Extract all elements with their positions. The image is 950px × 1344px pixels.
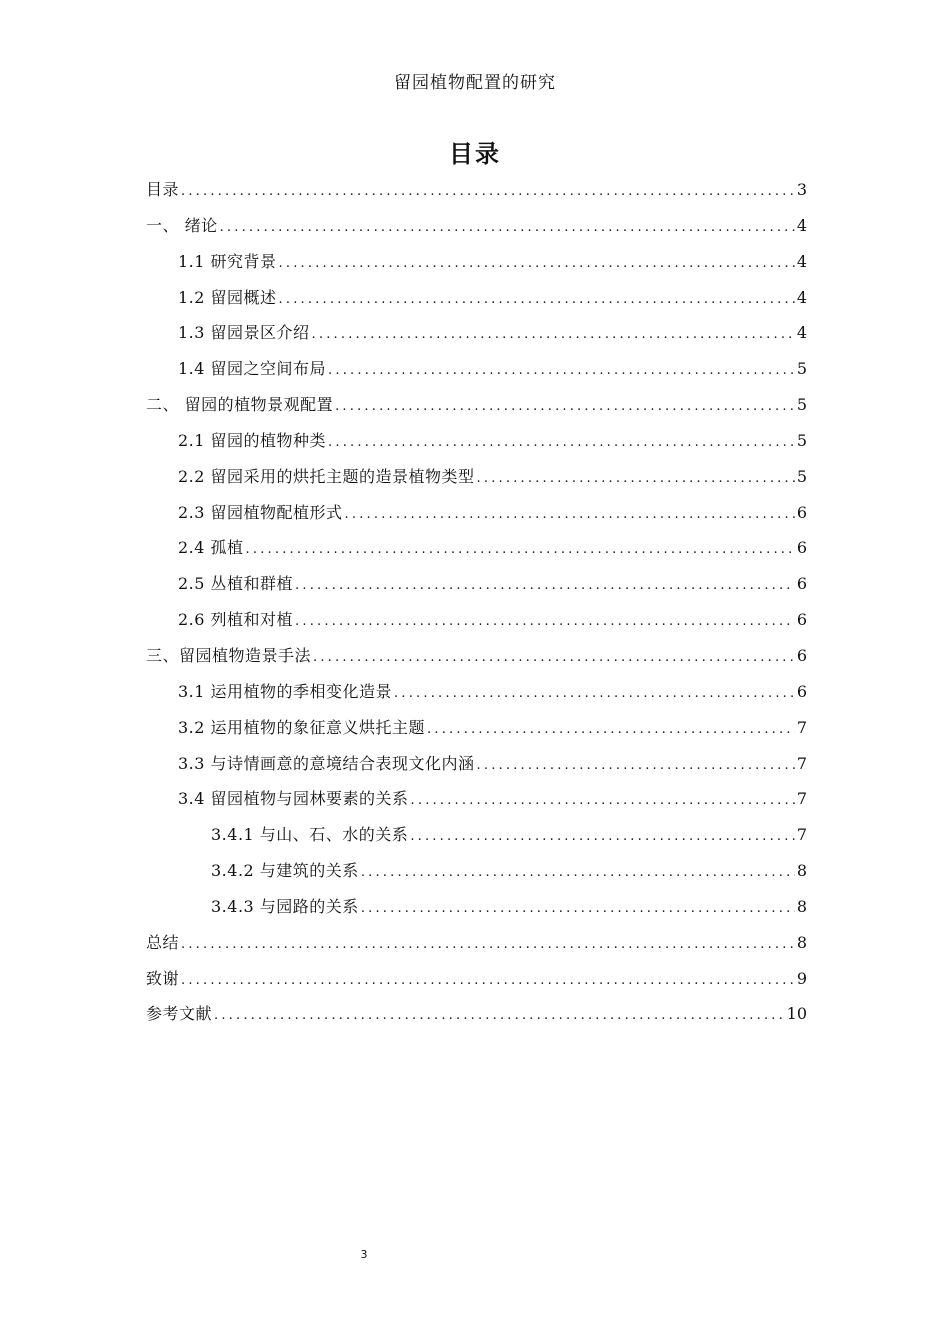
toc-entry[interactable] (146, 530, 807, 566)
toc-dot-leader (333, 389, 795, 425)
toc-entry-page: 5 (796, 359, 807, 379)
toc-dot-leader (310, 317, 795, 353)
toc-entry-label: 2.6 列植和对植 (178, 610, 294, 630)
toc-entry-page: 8 (796, 932, 807, 952)
toc-entry-label: 目录 (146, 180, 180, 199)
toc-dot-leader (277, 282, 795, 318)
toc-entry-page: 7 (796, 825, 807, 845)
toc-entry-label: 参考文献 (146, 1004, 213, 1024)
toc-entry-page: 7 (796, 789, 807, 809)
toc-dot-leader (475, 461, 795, 497)
toc-entry-page: 9 (796, 968, 807, 988)
toc-entry-page: 6 (796, 610, 807, 630)
toc-entry-page: 5 (796, 395, 807, 415)
toc-entry[interactable] (146, 710, 807, 746)
toc-entry-label: 2.2 留园采用的烘托主题的造景植物类型 (178, 466, 475, 486)
toc-entry[interactable] (146, 387, 807, 423)
toc-entry[interactable] (146, 244, 807, 280)
toc-entry-label: 1.2 留园概述 (178, 287, 277, 307)
toc-entry-page: 4 (796, 215, 807, 235)
toc-dot-leader (343, 497, 795, 533)
toc-dot-leader (311, 640, 795, 676)
toc-dot-leader (359, 891, 795, 927)
toc-entry[interactable] (146, 351, 807, 387)
toc-entry-page: 8 (796, 861, 807, 881)
toc-entry[interactable] (146, 566, 807, 602)
toc-entry[interactable] (146, 889, 807, 925)
toc-entry-label: 一、 绪论 (146, 215, 218, 235)
toc-dot-leader (326, 353, 795, 389)
toc-dot-leader (293, 568, 795, 604)
toc-entry-page: 5 (796, 430, 807, 450)
toc-entry-page: 6 (796, 502, 807, 522)
toc-title: 目录 (449, 140, 501, 168)
toc-entry-label: 2.4 孤植 (178, 538, 244, 558)
toc-dot-leader (475, 748, 795, 784)
toc-entry-page: 6 (796, 645, 807, 665)
toc-entry[interactable] (146, 208, 807, 244)
toc-entry[interactable] (146, 817, 807, 853)
toc-entry-label: 3.3 与诗情画意的意境结合表现文化内涵 (178, 753, 475, 773)
toc-dot-leader (293, 604, 795, 640)
toc-dot-leader (218, 210, 795, 246)
toc-entry-label: 致谢 (146, 968, 180, 988)
running-header: 留园植物配置的研究 (394, 73, 556, 93)
toc-entry-page: 3 (796, 180, 807, 199)
toc-dot-leader (244, 532, 795, 568)
toc-dot-leader (212, 998, 785, 1034)
toc-entry[interactable] (146, 638, 807, 674)
toc-dot-leader (179, 927, 795, 963)
toc-entry-page: 6 (796, 574, 807, 594)
toc-entry-label: 3.4.3 与园路的关系 (211, 896, 359, 916)
toc-entry-page: 7 (796, 753, 807, 773)
toc-entry-label: 总结 (146, 932, 180, 952)
toc-dot-leader (326, 425, 795, 461)
toc-entry-page: 6 (796, 538, 807, 558)
toc-entry-label: 1.3 留园景区介绍 (178, 323, 310, 343)
toc-entry-label: 3.4 留园植物与园林要素的关系 (178, 789, 409, 809)
toc-entry[interactable] (146, 781, 807, 817)
toc-entry-label: 1.4 留园之空间布局 (178, 359, 327, 379)
toc-dot-leader (359, 855, 795, 891)
toc-entry-label: 二、 留园的植物景观配置 (146, 395, 334, 415)
table-of-contents (146, 172, 807, 1032)
toc-entry[interactable] (146, 602, 807, 638)
toc-dot-leader (392, 676, 795, 712)
toc-entry-page: 4 (796, 287, 807, 307)
toc-entry-label: 3.4.1 与山、石、水的关系 (211, 825, 409, 845)
toc-entry-label: 2.3 留园植物配植形式 (178, 502, 343, 522)
toc-entry[interactable] (146, 315, 807, 351)
toc-entry[interactable] (146, 280, 807, 316)
toc-dot-leader (179, 963, 795, 999)
toc-entry-page: 5 (796, 466, 807, 486)
toc-dot-leader (425, 712, 795, 748)
toc-dot-leader (179, 174, 795, 210)
toc-entry[interactable] (146, 495, 807, 531)
toc-entry-label: 1.1 研究背景 (178, 251, 277, 271)
toc-entry-page: 8 (796, 896, 807, 916)
toc-entry[interactable] (146, 674, 807, 710)
toc-entry-label: 3.1 运用植物的季相变化造景 (178, 681, 393, 701)
toc-entry-label: 3.4.2 与建筑的关系 (211, 861, 359, 881)
toc-entry[interactable] (146, 925, 807, 961)
toc-entry-label: 三、留园植物造景手法 (146, 645, 312, 665)
toc-entry[interactable] (146, 996, 807, 1032)
toc-entry[interactable] (146, 172, 807, 208)
toc-entry[interactable] (146, 459, 807, 495)
toc-entry[interactable] (146, 746, 807, 782)
toc-entry[interactable] (146, 853, 807, 889)
page-number: 3 (360, 1248, 368, 1261)
toc-entry-page: 6 (796, 681, 807, 701)
toc-entry[interactable] (146, 961, 807, 997)
toc-dot-leader (408, 819, 795, 855)
toc-entry-page: 4 (796, 251, 807, 271)
toc-dot-leader (409, 783, 795, 819)
toc-entry-label: 3.2 运用植物的象征意义烘托主题 (178, 717, 426, 737)
toc-entry-label: 2.1 留园的植物种类 (178, 430, 327, 450)
toc-entry-page: 4 (796, 323, 807, 343)
toc-entry-page: 7 (796, 717, 807, 737)
toc-entry-label: 2.5 丛植和群植 (178, 574, 294, 594)
toc-entry[interactable] (146, 423, 807, 459)
toc-dot-leader (277, 246, 795, 282)
toc-entry-page: 10 (786, 1004, 807, 1024)
